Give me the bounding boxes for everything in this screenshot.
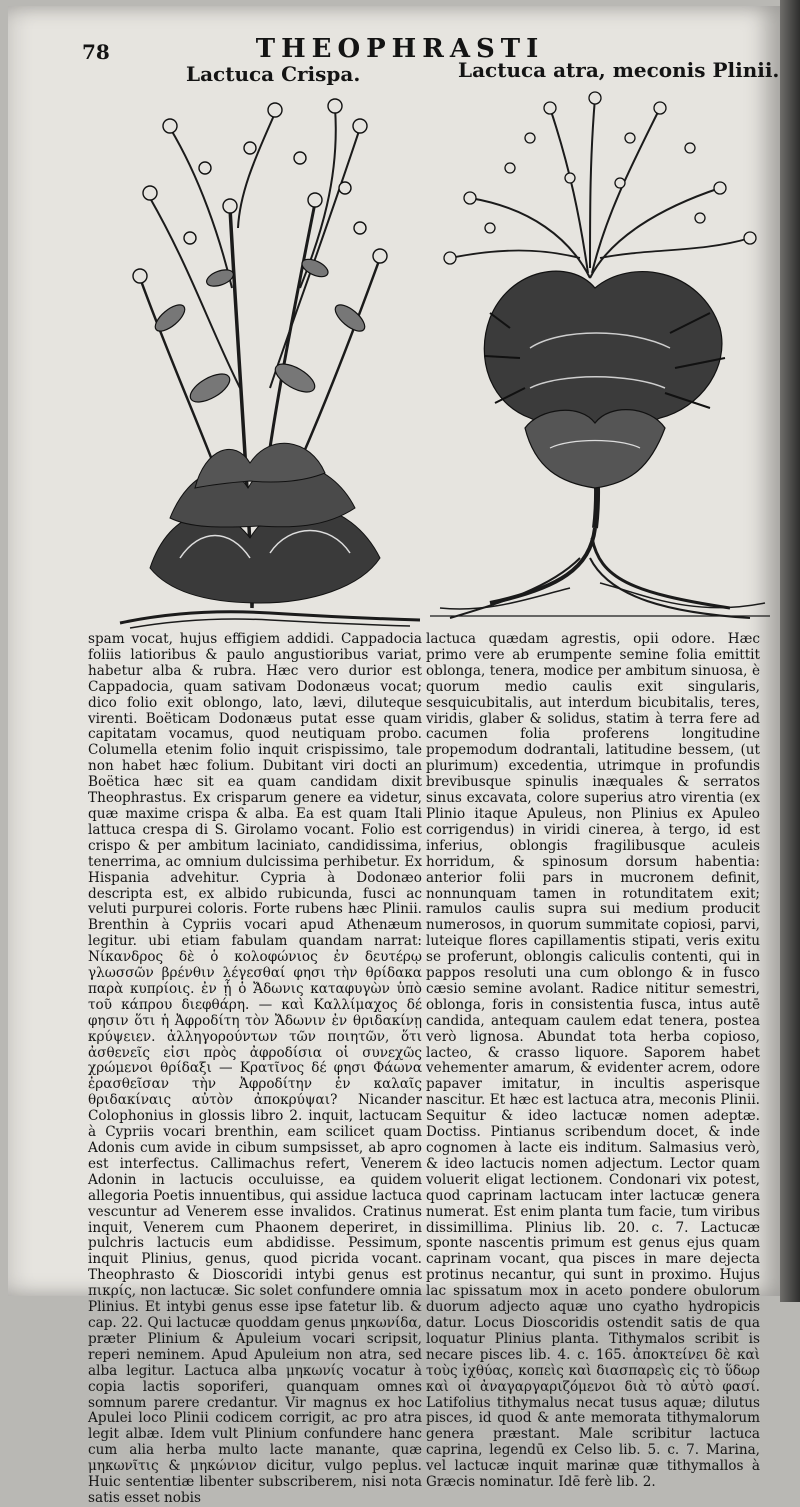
page-number: 78 [82, 40, 110, 64]
lactuca-crispa-woodcut [110, 88, 430, 633]
text-column-right [426, 632, 760, 1491]
running-head: THEOPHRASTI [255, 34, 545, 64]
page-edge-shadow [780, 0, 800, 1302]
figure-caption-right: Lactuca atra, meconis Plinii. [458, 58, 780, 82]
text-column-left [88, 632, 422, 1507]
body-text-left: spam vocat, hujus effigiem addidi. Cappadocia foliis latioribus & paulo angustioribus variat, habetur alba & rubra. Hæc vero durior est Cappadocia, quam sativam Dodonæus vocat; dico folio exit oblongo, lato, lævi, diluteque virenti. Boëticam Dodonæus putat esse quam capitatam vocamus, quod neutiquam probo. Columella etenim folio inquit crispissimo, tale non habet hæc folium. Dubitant viri docti an Boëtica hæc sit ea quam candidam dixit Theophrastus. Ex crisparum genere ea videtur, quæ maxime crispa & alba. Ea est quam Itali lattuca crespa di S. Girolamo vocant. Folio est crispo & per ambitum laciniato, candidissima, tenerrima, ac omnium dulcissima perhibetur. Ex Hispania advehitur. Cypria à Dodonæo descripta est, ex albido rubicunda, fusci ac veluti purpurei coloris. Forte rubens hæc Plinii. Brenthin à Cypriis vocari apud Athenæum legitur. ubi etiam fabulam quandam narrat: Νίκανδρος δὲ ὁ κολοφώνιος ἐν δευτέρῳ γλωσσῶν βρένθιν λέγεσθαί φησι τὴν θρίδακα παρὰ κυπρίοις. ἐν ᾗ ὁ Ἄδωνις καταφυγὼν ὑπὸ τοῦ κάπρου διεφθάρη. — καὶ Καλλίμαχος δέ φησιν ὅτι ἡ Ἀφροδίτη τὸν Ἄδωνιν ἐν θριδακίνῃ κρύψειεν. ἀλληγορούντων τῶν ποιητῶν, ὅτι ἀσθενεῖς εἰσι πρὸς ἀφροδίσια οἱ συνεχῶς χρώμενοι θρίδαξι — Κρατῖνος δέ φησι Φάωνα ἐρασθεῖσαν τὴν Ἀφροδίτην ἐν καλαῖς θριδακίναις αὐτὸν ἀποκρύψαι? Nicander Colophonius in glossis libro 2. inquit, lactucam à Cypriis vocari brenthin, eam scilicet quam Adonis cum avide in cibum sumpsisset, ab apro est interfectus. Callimachus refert, Venerem Adonin in lactucis occuluisse, ea quidem allegoria Poetis innuentibus, qui assidue lactuca vescuntur ad Venerem esse invalidos. Cratinus inquit, Venerem cum Phaonem deperiret, in pulchris lactucis eum abdidisse. Pessimum, inquit Plinius, genus, quod picrida vocant. Theophrasto & Dioscoridi intybi genus est πικρίς, non lactucæ. Sic solet confundere omnia Plinius. Et intybi genus esse ipse fatetur lib. & cap. 22. Qui lactucæ quoddam genus μηκωνίδα, præter Plinium & Apuleium vocari scripsit, reperi neminem. Apud Apuleium non atra, sed alba legitur. Lactuca alba μηκωνίς vocatur à copia lactis soporiferi, quanquam omnes somnum parere credantur. Vir magnus ex hoc Apulei loco Plinii codicem corrigit, ac pro atra legit albæ. Idem vult Plinium confundere hanc cum alia herba multo lacte manante, quæ μηκωνῖτις & μηκώνιον dicitur, vulgo peplus. Huic sententiæ libenter subscriberem, nisi nota satis esset nobis [88, 631, 422, 1506]
lactuca-atra-woodcut [430, 88, 770, 633]
figure-caption-left: Lactuca Crispa. [186, 62, 361, 86]
body-text-right: lactuca quædam agrestis, opii odore. Hæc primo vere ab erumpente semine folia emittit oblonga, tenera, modice per ambitum sinuosa, è quorum medio caulis exit singularis, sesquicubitalis, aut interdum bicubitalis, teres, viridis, glaber & solidus, statim à terra fere ad cacumen folia proferens longitudine propemodum dodrantali, latitudine bessem, (ut plurimum) excedentia, utrimque in profundis brevibusque spinulis inæquales & serratos sinus excavata, colore superius atro virentia (ex Plinio itaque Apuleus, non Plinius ex Apuleo corrigendus) in viridi cinerea, à tergo, id est inferius, oblongis fragilibusque aculeis horridum, & spinosum dorsum habentia: anterior folii pars in mucronem definit, nonnunquam tamen in rotunditatem exit; ramulos caulis supra sui medium producit numerosos, in quorum summitate copiosi, parvi, luteique flores capillamentis stipati, veris exitu se proferunt, oblongis caliculis contenti, qui in pappos resoluti una cum oblongo & in fusco cæsio semine avolant. Radice nititur semestri, oblonga, foris in consistentia fusca, intus autē candida, antequam caulem edat tenera, postea verò lignosa. Abundat tota herba copioso, lacteo, & crasso liquore. Saporem habet vehementer amarum, & evidenter acrem, odore papaver imitatur, in incultis asperisque nascitur. Et hæc est lactuca atra, meconis Plinii. Sequitur & ideo lactucæ nomen adeptæ. Doctiss. Pintianus scribendum docet, & inde cognomen à lacte eis inditum. Salmasius verò, & ideo lactucis nomen adjectum. Lector quam voluerit eligat lectionem. Condonari vix potest, quod caprinam lactucam inter lactucæ genera numerat. Est enim planta tum facie, tum viribus dissimillima. Plinius lib. 20. c. 7. Lactucæ sponte nascentis primum est genus ejus quam caprinam vocant, qua pisces in mare dejecta protinus necantur, qui sunt in proximo. Hujus lac spissatum mox in aceto pondere obulorum duorum adjecto aquæ uno cyatho hydropicis datur. Locus Dioscoridis ostendit satis de qua loquatur Plinius planta. Tithymalos scribit is necare pisces lib. 4. c. 165. ἀποκτείνει δὲ καὶ τοὺς ἰχθύας, κοπεὶς καὶ διασπαρεὶς εἰς τὸ ὕδωρ καὶ οἱ ἀναγαργαριζόμενοι διὰ τὸ αὐτὸ φασί. Latifolius tithymalus necat tusus aquæ; dilutus pisces, id quod & ante memorata tithymalorum genera præstant. Male scribitur lactuca caprina, legendū ex Celso lib. 5. c. 7. Marina, vel lactucæ inquit marinæ quæ tithymallos à Græcis nominatur. Idē ferè lib. 2. [426, 631, 760, 1491]
